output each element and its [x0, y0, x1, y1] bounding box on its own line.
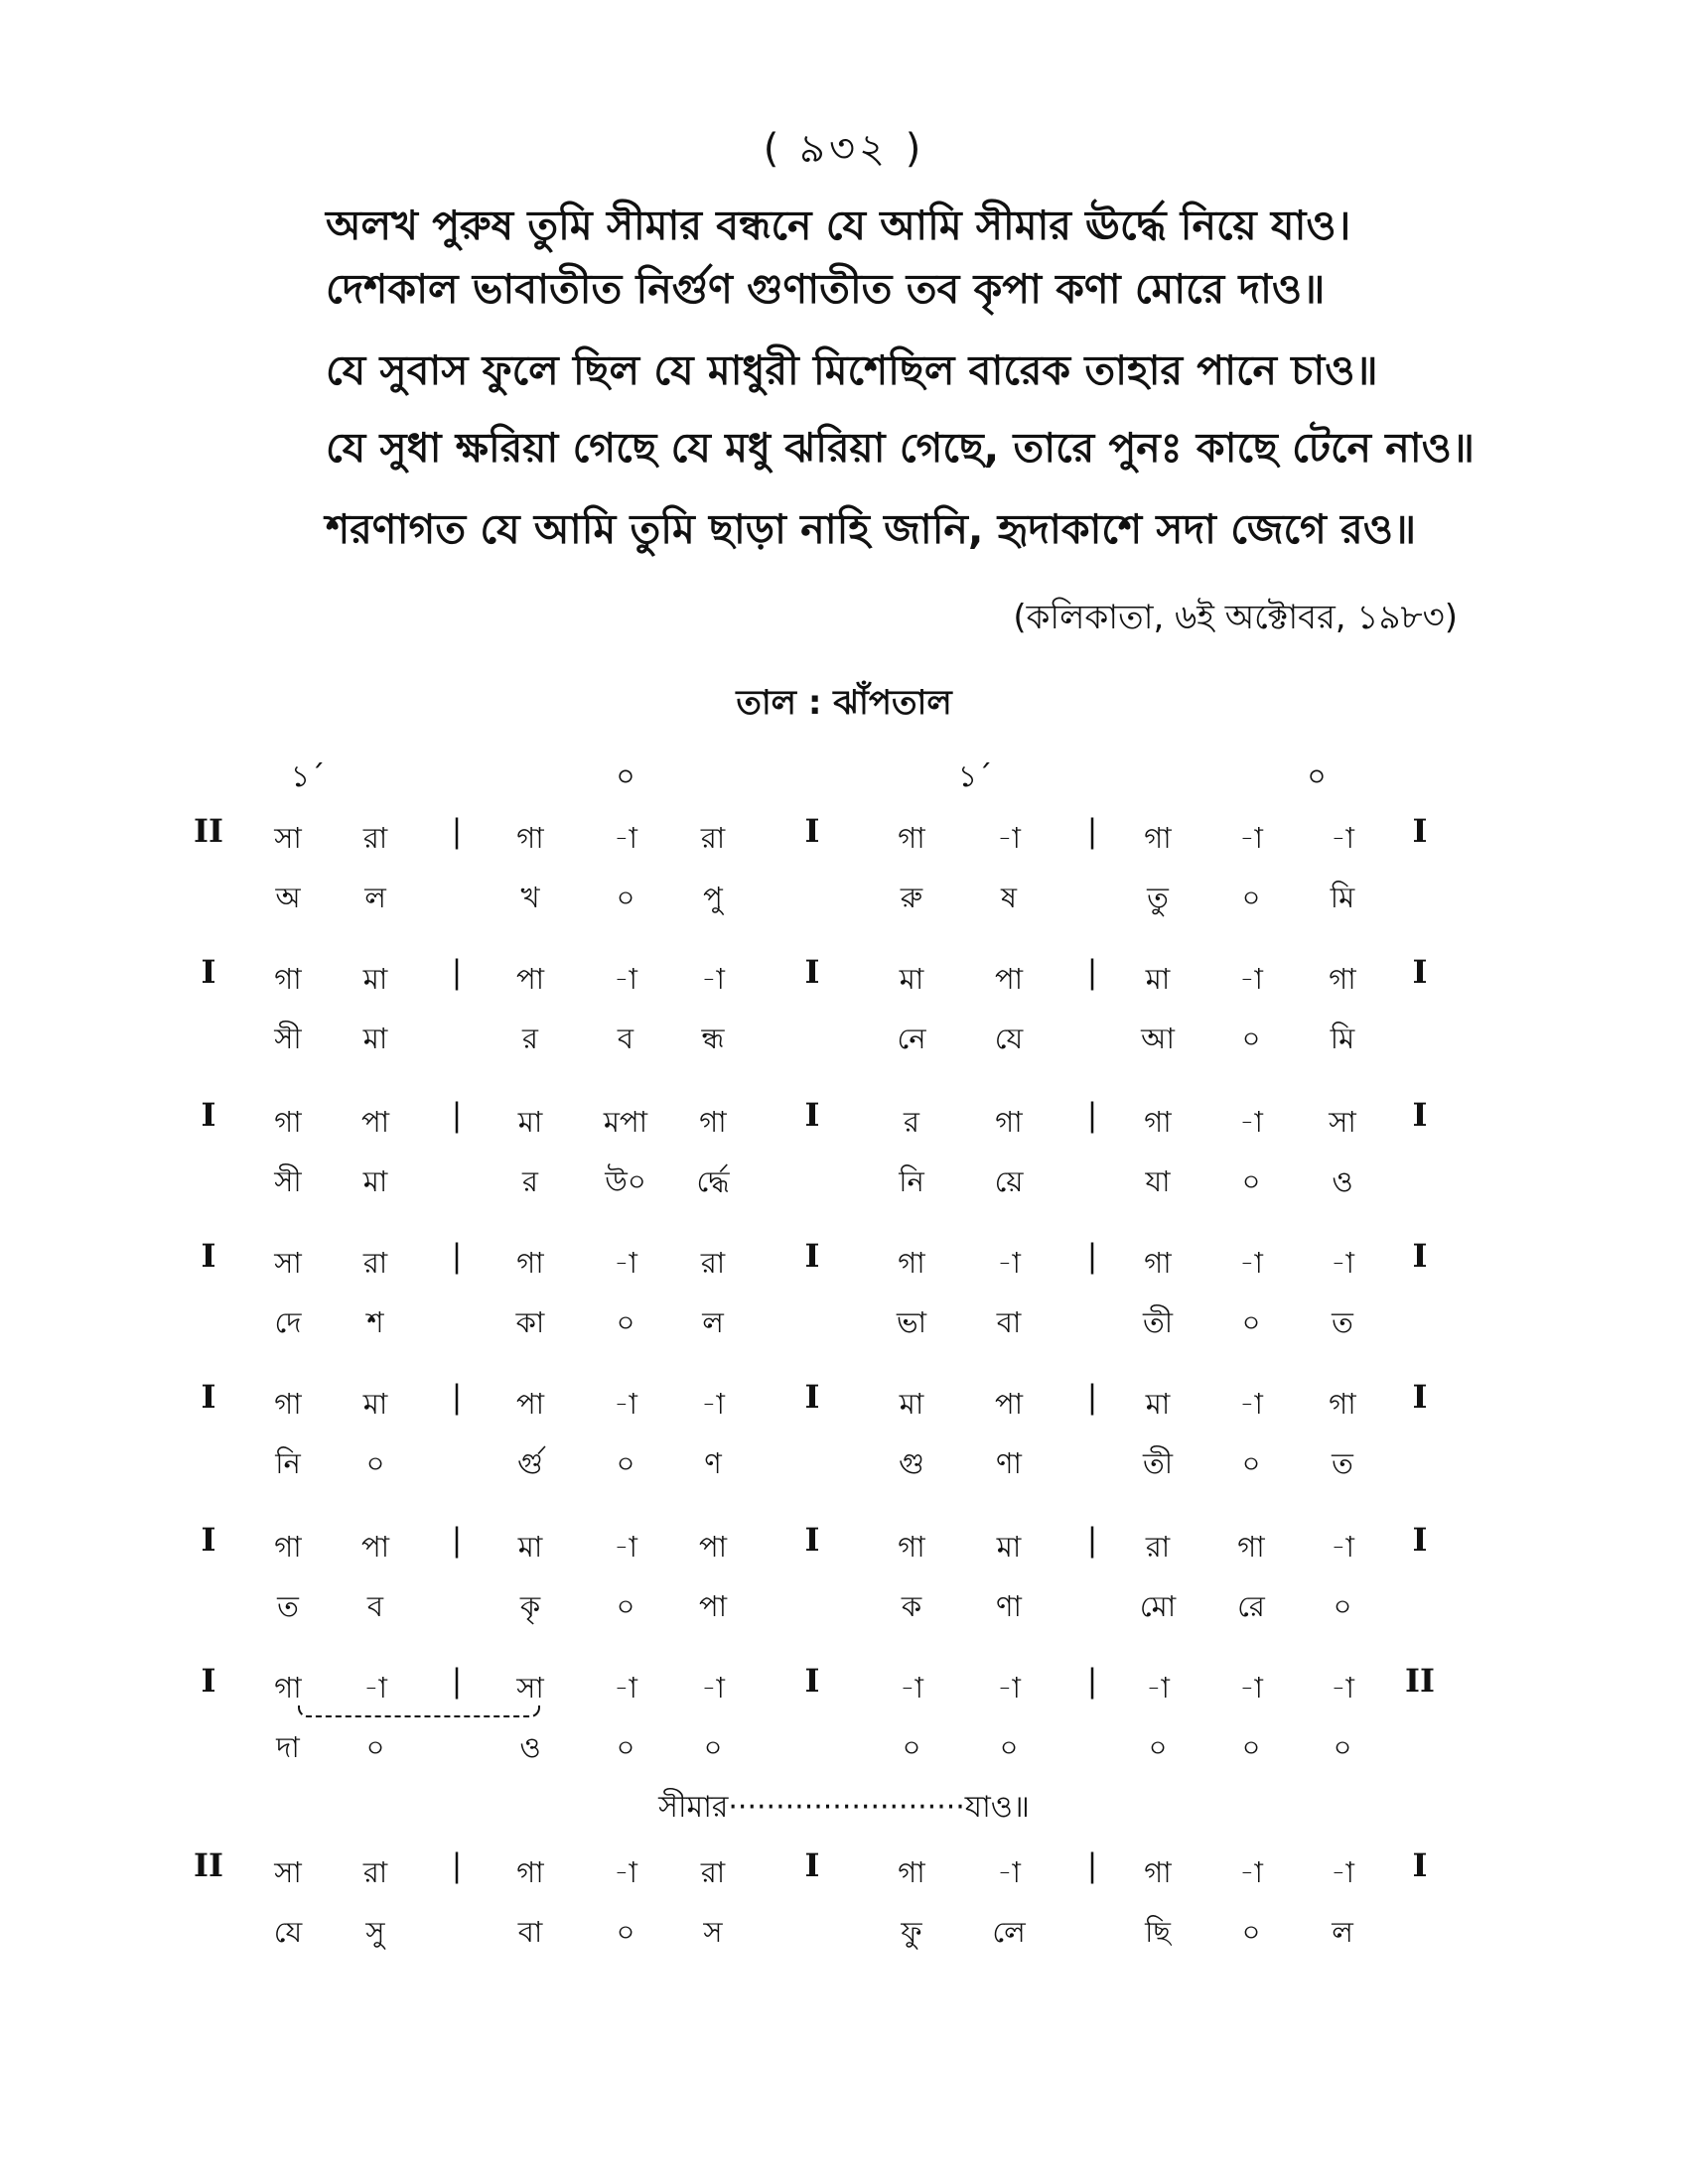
- bar-line: |: [451, 1096, 463, 1134]
- bar-line: |: [1086, 1378, 1098, 1416]
- note-cell: পা: [994, 962, 1024, 996]
- bar-line: II: [1405, 1662, 1435, 1700]
- syllable-cell: ০: [616, 1915, 635, 1949]
- syllable-cell: ণা: [996, 1446, 1022, 1480]
- syllable-cell: মা: [362, 1022, 388, 1055]
- lyric-line-3: যে সুবাস ফুলে ছিল যে মাধুরী মিশেছিল বারেক তাহার পানে চাও॥: [326, 346, 1378, 394]
- note-cell: -া: [1239, 1246, 1263, 1280]
- syllable-cell: ব: [366, 1589, 384, 1623]
- note-cell: রা: [700, 821, 726, 855]
- syllable-cell: পা: [698, 1589, 728, 1623]
- note-cell: গা: [274, 1105, 302, 1139]
- note-cell: গা: [1144, 1105, 1172, 1139]
- syllable-cell: র: [522, 1022, 538, 1055]
- bar-line: I: [1412, 953, 1428, 991]
- syllable-cell: ০: [365, 1446, 385, 1480]
- bar-line: I: [804, 953, 820, 991]
- syllable-cell: তু: [1147, 881, 1169, 914]
- syllable-cell: অ: [275, 881, 301, 914]
- syllable-cell: ছি: [1145, 1915, 1171, 1949]
- syllable-cell: সী: [274, 1022, 302, 1055]
- syllable-cell: গু: [899, 1446, 924, 1480]
- syllable-cell: সু: [365, 1915, 385, 1949]
- syllable-cell: তী: [1142, 1305, 1174, 1339]
- note-cell: -া: [1331, 1671, 1354, 1705]
- syllable-cell: ০: [1241, 1446, 1261, 1480]
- bar-line: I: [804, 1846, 820, 1884]
- note-cell: মা: [1145, 1387, 1171, 1421]
- bar-line: |: [1086, 1521, 1098, 1559]
- lyric-line-5: শরণাগত যে আমি তুমি ছাড়া নাহি জানি, হৃদাকাশে সদা জেগে রও॥: [326, 505, 1417, 553]
- syllable-cell: রু: [900, 881, 923, 914]
- syllable-cell: উ০: [605, 1164, 646, 1198]
- note-cell: মা: [362, 962, 388, 996]
- note-cell: -া: [614, 1387, 637, 1421]
- lyric-line-2: দেশকাল ভাবাতীত নির্গুণ গুণাতীত তব কৃপা কণা মোরে দাও॥: [326, 265, 1326, 313]
- note-cell: গা: [1144, 1855, 1172, 1889]
- bar-line: |: [451, 1521, 463, 1559]
- syllable-cell: র: [522, 1164, 538, 1198]
- note-cell: রা: [700, 1246, 726, 1280]
- syllable-cell: ণা: [996, 1589, 1022, 1623]
- syllable-cell: ল: [702, 1305, 724, 1339]
- bar-line: I: [804, 812, 820, 850]
- syllable-cell: ০: [616, 1730, 635, 1764]
- bar-line: |: [451, 1662, 463, 1700]
- bar-line: I: [201, 1521, 216, 1559]
- page-number: ( ৯৩২ ): [763, 126, 925, 172]
- syllable-cell: ল: [1332, 1915, 1353, 1949]
- note-cell: -া: [614, 962, 637, 996]
- note-cell: গা: [516, 821, 544, 855]
- note-cell: মা: [362, 1387, 388, 1421]
- bar-line: I: [804, 1096, 820, 1134]
- syllable-cell: দা: [276, 1730, 300, 1764]
- note-cell: রা: [362, 1246, 388, 1280]
- bar-line: I: [1412, 1096, 1428, 1134]
- note-cell: গা: [898, 1855, 925, 1889]
- note-cell: সা: [274, 821, 302, 855]
- note-cell: পা: [515, 962, 545, 996]
- bar-line: I: [1412, 1846, 1428, 1884]
- note-cell: মা: [899, 962, 924, 996]
- note-cell: -া: [701, 1387, 725, 1421]
- note-cell: -া: [1331, 1246, 1354, 1280]
- note-cell: মা: [996, 1530, 1022, 1564]
- bar-line: I: [804, 1378, 820, 1416]
- syllable-cell: ০: [1241, 1164, 1261, 1198]
- note-cell: গা: [274, 1387, 302, 1421]
- syllable-cell: ০: [703, 1730, 723, 1764]
- lyric-line-1: অলখ পুরুষ তুমি সীমার বন্ধনে যে আমি সীমার ঊর্দ্ধে নিয়ে যাও।: [326, 202, 1351, 249]
- syllable-cell: লে: [992, 1915, 1026, 1949]
- note-cell: -া: [900, 1671, 923, 1705]
- syllable-cell: মা: [362, 1164, 388, 1198]
- syllable-cell: ০: [616, 1589, 635, 1623]
- note-cell: গা: [898, 1530, 925, 1564]
- tala-marker: ০: [1307, 759, 1327, 794]
- syllable-cell: শ: [366, 1305, 384, 1339]
- note-cell: গা: [1144, 821, 1172, 855]
- syllable-cell: ফু: [901, 1915, 922, 1949]
- syllable-cell: ব: [617, 1022, 634, 1055]
- bar-line: I: [201, 1378, 216, 1416]
- syllable-cell: ক: [901, 1589, 922, 1623]
- note-cell: গা: [516, 1855, 544, 1889]
- syllable-cell: যে: [273, 1915, 303, 1949]
- syllable-cell: খ: [520, 881, 540, 914]
- tie-mark: [298, 1706, 540, 1717]
- tala-marker: ১´: [957, 759, 993, 794]
- note-cell: -া: [997, 1246, 1021, 1280]
- note-cell: রা: [362, 1855, 388, 1889]
- syllable-cell: র্গু: [517, 1446, 543, 1480]
- note-cell: রা: [700, 1855, 726, 1889]
- syllable-cell: যা: [1145, 1164, 1171, 1198]
- note-cell: গা: [898, 1246, 925, 1280]
- note-cell: -া: [701, 962, 725, 996]
- note-cell: গা: [274, 1671, 302, 1705]
- bar-line: |: [1086, 1096, 1098, 1134]
- note-cell: রা: [362, 821, 388, 855]
- syllable-cell: ০: [1333, 1730, 1352, 1764]
- note-cell: মা: [517, 1105, 543, 1139]
- note-cell: -া: [614, 1855, 637, 1889]
- note-cell: পা: [360, 1530, 390, 1564]
- syllable-cell: ভা: [896, 1305, 927, 1339]
- bar-line: I: [201, 1662, 216, 1700]
- syllable-cell: তী: [1142, 1446, 1174, 1480]
- syllable-cell: মি: [1330, 881, 1355, 914]
- syllable-cell: ০: [1148, 1730, 1168, 1764]
- note-cell: গা: [274, 962, 302, 996]
- syllable-cell: ০: [1241, 1305, 1261, 1339]
- dateline: (কলিকাতা, ৬ই অক্টোবর, ১৯৮৩): [1013, 598, 1458, 637]
- note-cell: -া: [1239, 1671, 1263, 1705]
- note-cell: -া: [1239, 962, 1263, 996]
- note-cell: গা: [1329, 1387, 1356, 1421]
- bar-line: |: [1086, 1662, 1098, 1700]
- note-cell: -া: [614, 821, 637, 855]
- note-cell: গা: [1144, 1246, 1172, 1280]
- syllable-cell: বা: [996, 1305, 1022, 1339]
- syllable-cell: ০: [1241, 1730, 1261, 1764]
- note-cell: গা: [995, 1105, 1023, 1139]
- bar-line: |: [451, 1378, 463, 1416]
- bar-line: I: [201, 1096, 216, 1134]
- bar-line: |: [1086, 953, 1098, 991]
- tala-marker: ০: [616, 759, 635, 794]
- syllable-cell: নি: [275, 1446, 301, 1480]
- syllable-cell: রে: [1237, 1589, 1265, 1623]
- note-cell: পা: [360, 1105, 390, 1139]
- bar-line: I: [804, 1237, 820, 1275]
- note-cell: -া: [1239, 1855, 1263, 1889]
- note-cell: -া: [614, 1530, 637, 1564]
- syllable-cell: আ: [1141, 1022, 1175, 1055]
- note-cell: মা: [1145, 962, 1171, 996]
- note-cell: গা: [516, 1246, 544, 1280]
- note-cell: -া: [1239, 821, 1263, 855]
- bar-line: I: [1412, 1378, 1428, 1416]
- bar-line: |: [1086, 1237, 1098, 1275]
- syllable-cell: ত: [1332, 1446, 1353, 1480]
- syllable-cell: স: [703, 1915, 723, 1949]
- bar-line: II: [194, 812, 223, 850]
- note-cell: -া: [1146, 1671, 1170, 1705]
- bar-line: I: [201, 953, 216, 991]
- note-cell: রা: [1145, 1530, 1171, 1564]
- syllable-cell: যে: [994, 1022, 1024, 1055]
- note-cell: গা: [898, 821, 925, 855]
- note-cell: মা: [517, 1530, 543, 1564]
- syllable-cell: ০: [1241, 1022, 1261, 1055]
- note-cell: -া: [997, 1855, 1021, 1889]
- note-cell: মা: [899, 1387, 924, 1421]
- note-cell: সা: [274, 1246, 302, 1280]
- note-cell: -া: [1331, 1530, 1354, 1564]
- syllable-cell: বা: [517, 1915, 543, 1949]
- bar-line: I: [201, 1237, 216, 1275]
- bar-line: |: [451, 953, 463, 991]
- tala-title: তাল : ঝাঁপতাল: [736, 683, 952, 723]
- note-cell: গা: [1329, 962, 1356, 996]
- syllable-cell: মো: [1139, 1589, 1177, 1623]
- note-cell: র: [904, 1105, 919, 1139]
- note-cell: সা: [516, 1671, 544, 1705]
- note-cell: -া: [1239, 1105, 1263, 1139]
- bar-line: I: [804, 1521, 820, 1559]
- syllable-cell: ০: [999, 1730, 1019, 1764]
- note-cell: -া: [614, 1246, 637, 1280]
- syllable-cell: ০: [365, 1730, 385, 1764]
- syllable-cell: ণ: [704, 1446, 722, 1480]
- note-cell: মপা: [603, 1105, 648, 1139]
- syllable-cell: ল: [364, 881, 386, 914]
- lyric-line-4: যে সুধা ক্ষরিয়া গেছে যে মধু ঝরিয়া গেছে, তারে পুনঃ কাছে টেনে নাও॥: [326, 424, 1475, 472]
- syllable-cell: সী: [274, 1164, 302, 1198]
- note-cell: গা: [1237, 1530, 1265, 1564]
- bar-line: |: [451, 1237, 463, 1275]
- syllable-cell: ত: [277, 1589, 299, 1623]
- bar-line: I: [1412, 1237, 1428, 1275]
- note-cell: পা: [994, 1387, 1024, 1421]
- bar-line: |: [1086, 812, 1098, 850]
- bar-line: I: [1412, 812, 1428, 850]
- syllable-cell: ষ: [1001, 881, 1017, 914]
- bar-line: |: [1086, 1846, 1098, 1884]
- note-cell: পা: [698, 1530, 728, 1564]
- bar-line: I: [1412, 1521, 1428, 1559]
- note-cell: গা: [699, 1105, 727, 1139]
- syllable-cell: ০: [902, 1730, 921, 1764]
- note-cell: গা: [274, 1530, 302, 1564]
- syllable-cell: নি: [899, 1164, 924, 1198]
- syllable-cell: ০: [1333, 1589, 1352, 1623]
- syllable-cell: কৃ: [519, 1589, 541, 1623]
- bar-line: II: [194, 1846, 223, 1884]
- syllable-cell: ০: [616, 881, 635, 914]
- note-cell: -া: [614, 1671, 637, 1705]
- bar-line: I: [804, 1662, 820, 1700]
- note-cell: -া: [997, 821, 1021, 855]
- syllable-cell: ত: [1332, 1305, 1353, 1339]
- syllable-cell: পু: [703, 881, 723, 914]
- note-cell: -া: [701, 1671, 725, 1705]
- syllable-cell: দে: [274, 1305, 302, 1339]
- note-cell: সা: [1329, 1105, 1356, 1139]
- syllable-cell: ০: [1241, 1915, 1261, 1949]
- syllable-cell: কা: [515, 1305, 545, 1339]
- syllable-cell: ও: [1332, 1164, 1353, 1198]
- note-cell: -া: [1239, 1387, 1263, 1421]
- bar-line: |: [451, 812, 463, 850]
- note-cell: -া: [1331, 1855, 1354, 1889]
- syllable-cell: র্দ্ধে: [696, 1164, 730, 1198]
- syllable-cell: য়ে: [994, 1164, 1024, 1198]
- note-cell: সা: [274, 1855, 302, 1889]
- syllable-cell: ০: [1241, 881, 1261, 914]
- syllable-cell: নে: [897, 1022, 926, 1055]
- syllable-cell: ন্ধ: [701, 1022, 725, 1055]
- note-cell: -া: [997, 1671, 1021, 1705]
- syllable-cell: মি: [1330, 1022, 1355, 1055]
- note-cell: -া: [1331, 821, 1354, 855]
- note-cell: পা: [515, 1387, 545, 1421]
- syllable-cell: ০: [616, 1305, 635, 1339]
- note-cell: -া: [363, 1671, 387, 1705]
- refrain-line: সীমার·························যাও॥: [658, 1790, 1030, 1825]
- syllable-cell: ও: [519, 1730, 541, 1764]
- tala-marker: ১´: [290, 759, 326, 794]
- bar-line: |: [451, 1846, 463, 1884]
- syllable-cell: ০: [616, 1446, 635, 1480]
